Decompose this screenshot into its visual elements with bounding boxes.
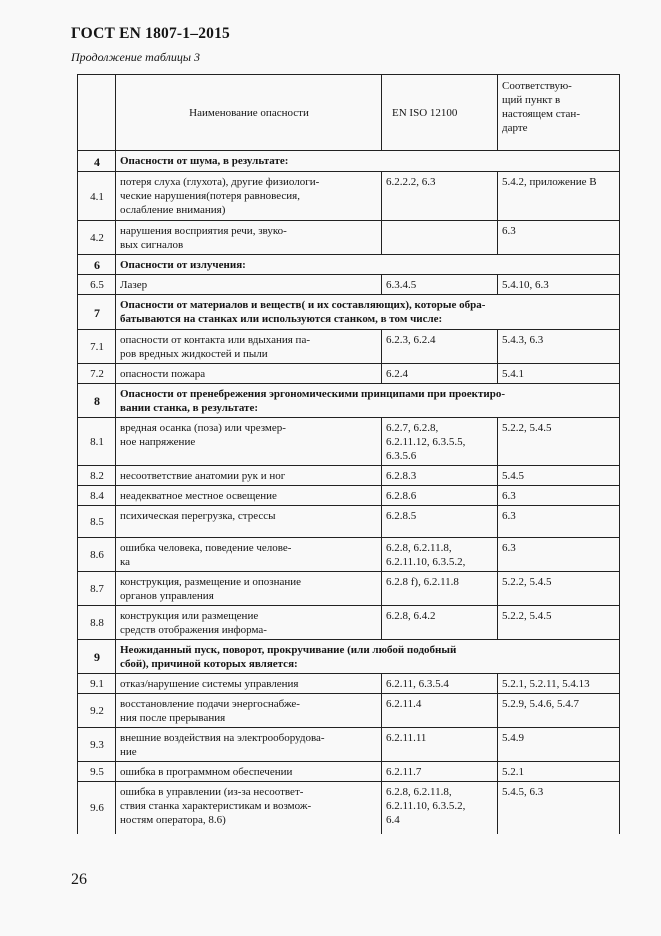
- group-heading: Неожиданный пуск, поворот, прокручивание (или любой подобный сбой), причиной которых является:: [116, 640, 620, 674]
- row-number: 9.6: [78, 782, 116, 834]
- hazard-name: неадекватное местное освещение: [116, 486, 382, 506]
- iso-reference: 6.3.4.5: [382, 275, 498, 295]
- table-row: [78, 172, 620, 221]
- row-number: 4.2: [78, 221, 116, 255]
- table-row: [78, 538, 620, 572]
- row-number: 9.1: [78, 674, 116, 694]
- table-row: [78, 782, 620, 834]
- clause-reference: 5.2.2, 5.4.5: [498, 418, 620, 466]
- hazard-name: внешние воздействия на электрооборудова- ние: [116, 728, 382, 762]
- hazard-name: опасности пожара: [116, 364, 382, 384]
- table-row: [78, 728, 620, 762]
- group-heading: Опасности от излучения:: [116, 255, 620, 275]
- hazard-name: отказ/нарушение системы управления: [116, 674, 382, 694]
- table-row: [78, 606, 620, 640]
- row-number: 8.7: [78, 572, 116, 606]
- hazard-name: опасности от контакта или вдыхания па- ров вредных жидкостей и пыли: [116, 330, 382, 364]
- row-number: 7.1: [78, 330, 116, 364]
- group-heading: Опасности от пренебрежения эргономическими принципами при проектиро- вании станка, в результате:: [116, 384, 620, 418]
- table-row: [78, 694, 620, 728]
- iso-reference: 6.2.8.5: [382, 506, 498, 538]
- table-row: [78, 506, 620, 538]
- hazard-name: психическая перегрузка, стрессы: [116, 506, 382, 538]
- hazard-name: конструкция, размещение и опознание органов управления: [116, 572, 382, 606]
- table-row: [78, 418, 620, 466]
- row-number: 8.8: [78, 606, 116, 640]
- header-en-iso: EN ISO 12100: [382, 75, 498, 151]
- iso-reference: 6.2.8, 6.2.11.8, 6.2.11.10, 6.3.5.2, 6.4: [382, 782, 498, 834]
- row-number: 8.6: [78, 538, 116, 572]
- row-number: 7: [78, 295, 116, 330]
- table-row-group: [78, 640, 620, 674]
- hazard-name: Лазер: [116, 275, 382, 295]
- table-row: [78, 330, 620, 364]
- table-row: [78, 466, 620, 486]
- hazards-table: [77, 74, 620, 834]
- iso-reference: [382, 221, 498, 255]
- iso-reference: 6.2.7, 6.2.8, 6.2.11.12, 6.3.5.5, 6.3.5.6: [382, 418, 498, 466]
- clause-reference: 5.2.1: [498, 762, 620, 782]
- group-heading: Опасности от материалов и веществ( и их составляющих), которые обра- батываются на станках или используются станком, в том числе:: [116, 295, 620, 330]
- clause-reference: 5.2.2, 5.4.5: [498, 572, 620, 606]
- iso-reference: 6.2.11.11: [382, 728, 498, 762]
- hazard-name: несоответствие анатомии рук и ног: [116, 466, 382, 486]
- clause-reference: 5.4.3, 6.3: [498, 330, 620, 364]
- table-row: [78, 674, 620, 694]
- clause-reference: 5.4.5: [498, 466, 620, 486]
- row-number: 7.2: [78, 364, 116, 384]
- table-row: [78, 275, 620, 295]
- table-row: [78, 572, 620, 606]
- header-clause: Соответствую- щий пункт в настоящем стан- дарте: [498, 75, 620, 151]
- row-number: 8.5: [78, 506, 116, 538]
- iso-reference: 6.2.8.6: [382, 486, 498, 506]
- table-row: [78, 364, 620, 384]
- iso-reference: 6.2.8 f), 6.2.11.8: [382, 572, 498, 606]
- page-number: 26: [71, 871, 87, 888]
- row-number: 8: [78, 384, 116, 418]
- clause-reference: 5.4.2, приложение В: [498, 172, 620, 221]
- clause-reference: 5.4.5, 6.3: [498, 782, 620, 834]
- row-number: 8.1: [78, 418, 116, 466]
- row-number: 9.2: [78, 694, 116, 728]
- iso-reference: 6.2.4: [382, 364, 498, 384]
- table-row-group: [78, 151, 620, 172]
- clause-reference: 6.3: [498, 486, 620, 506]
- iso-reference: 6.2.11.7: [382, 762, 498, 782]
- table-row: [78, 221, 620, 255]
- table-continuation-label: Продолжение таблицы 3: [71, 50, 201, 64]
- iso-reference: 6.2.11, 6.3.5.4: [382, 674, 498, 694]
- clause-reference: 5.2.2, 5.4.5: [498, 606, 620, 640]
- clause-reference: 5.2.1, 5.2.11, 5.4.13: [498, 674, 620, 694]
- hazard-name: восстановление подачи энергоснабже- ния после прерывания: [116, 694, 382, 728]
- clause-reference: 5.4.1: [498, 364, 620, 384]
- row-number: 8.4: [78, 486, 116, 506]
- iso-reference: 6.2.8, 6.2.11.8, 6.2.11.10, 6.3.5.2,: [382, 538, 498, 572]
- row-number: 6.5: [78, 275, 116, 295]
- iso-reference: 6.2.11.4: [382, 694, 498, 728]
- table-row: [78, 486, 620, 506]
- header-hazard-name: Наименование опасности: [116, 75, 382, 151]
- table-row: [78, 762, 620, 782]
- row-number: 9: [78, 640, 116, 674]
- clause-reference: 5.2.9, 5.4.6, 5.4.7: [498, 694, 620, 728]
- iso-reference: 6.2.8.3: [382, 466, 498, 486]
- iso-reference: 6.2.3, 6.2.4: [382, 330, 498, 364]
- row-number: 9.5: [78, 762, 116, 782]
- table-row-group: [78, 384, 620, 418]
- row-number: 6: [78, 255, 116, 275]
- header-num-cell: [78, 75, 116, 151]
- hazard-name: потеря слуха (глухота), другие физиологи- ческие нарушения(потеря равновесия, ослабление внимания): [116, 172, 382, 221]
- clause-reference: 5.4.9: [498, 728, 620, 762]
- iso-reference: 6.2.2.2, 6.3: [382, 172, 498, 221]
- hazard-name: нарушения восприятия речи, звуко- вых сигналов: [116, 221, 382, 255]
- group-heading: Опасности от шума, в результате:: [116, 151, 620, 172]
- clause-reference: 6.3: [498, 538, 620, 572]
- clause-reference: 6.3: [498, 506, 620, 538]
- iso-reference: 6.2.8, 6.4.2: [382, 606, 498, 640]
- hazard-name: вредная осанка (поза) или чрезмер- ное напряжение: [116, 418, 382, 466]
- clause-reference: 5.4.10, 6.3: [498, 275, 620, 295]
- hazard-name: ошибка в программном обеспечении: [116, 762, 382, 782]
- hazard-name: конструкция или размещение средств отображения информа-: [116, 606, 382, 640]
- row-number: 4: [78, 151, 116, 172]
- table-row-group: [78, 255, 620, 275]
- row-number: 8.2: [78, 466, 116, 486]
- row-number: 9.3: [78, 728, 116, 762]
- row-number: 4.1: [78, 172, 116, 221]
- hazard-name: ошибка человека, поведение челове- ка: [116, 538, 382, 572]
- table-header-row: [78, 75, 620, 151]
- hazard-name: ошибка в управлении (из-за несоответ- ствия станка характеристикам и возмож- ностям оператора, 8.6): [116, 782, 382, 834]
- clause-reference: 6.3: [498, 221, 620, 255]
- table-row-group: [78, 295, 620, 330]
- standard-title: ГОСТ EN 1807-1–2015: [71, 25, 230, 42]
